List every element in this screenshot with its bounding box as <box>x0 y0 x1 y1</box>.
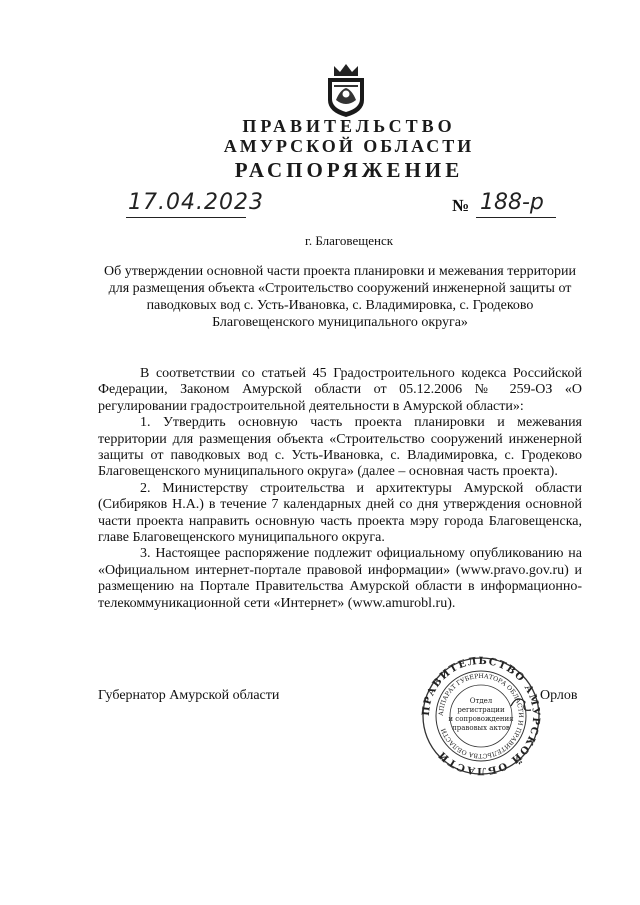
body-paragraph-item-2: 2. Министерству строительства и архитектуры Амурской области (Сибиряков Н.А.) в течение 7 календарных дней со дня утверждения основной части проекта направить основную часть проекта мэру города Благовещенска, главе Благовещенского муниципального округа. <box>98 480 582 546</box>
document-title: Об утверждении основной части проекта планировки и межевания территории для размещения объекта «Строительство сооружений инженерной защиты от паводковых вод с. Усть-Ивановка, с. Владимировка, с. Гродеково Благовещенского муниципального округа» <box>104 264 576 330</box>
signer-name: Орлов <box>540 688 578 703</box>
stamp-outer-text: ПРАВИТЕЛЬСТВО АМУРСКОЙ ОБЛАСТИ <box>420 656 542 776</box>
stamp-center-line-4: правовых актов <box>452 724 510 732</box>
government-name: ПРАВИТЕЛЬСТВО <box>242 116 456 136</box>
region-name: АМУРСКОЙ ОБЛАСТИ <box>223 136 475 156</box>
stamp-center-line-2: регистрации <box>457 706 505 714</box>
city: г. Благовещенск <box>304 233 394 248</box>
document-body <box>98 366 582 612</box>
official-stamp <box>407 656 555 776</box>
body-paragraph-item-3: 3. Настоящее распоряжение подлежит официальному опубликованию на «Официальном интернет-портале правовой информации» (www.pravo.gov.ru) и размещению на Портале Правительства Амурской области в информационно-телекоммуникационной сети «Интернет» (www.amurobl.ru). <box>98 546 582 611</box>
body-paragraph-preamble: В соответствии со статьей 45 Градостроительного кодекса Российской Федерации, Законом Амурской области от 05.12.2006 № 259-ОЗ «О регулировании градостроительной деятельности в Амурской области»: <box>98 366 582 414</box>
document-date: 17.04.2023 <box>128 190 264 215</box>
stamp-inner-text: АППАРАТ ГУБЕРНАТОРА ОБЛАСТИ И ПРАВИТЕЛЬСТВА ОБЛАСТИ <box>437 672 525 760</box>
stamp-center-line-1: Отдел <box>469 697 493 705</box>
document-type: РАСПОРЯЖЕНИЕ <box>234 158 464 182</box>
number-sign: № <box>452 196 470 215</box>
coat-of-arms-icon <box>322 62 370 118</box>
date-underline <box>126 217 246 218</box>
signer-title: Губернатор Амурской области <box>98 688 280 703</box>
body-paragraph-item-1: 1. Утвердить основную часть проекта планировки и межевания территории для размещения объекта «Строительство сооружений инженерной защиты от паводковых вод с. Усть-Ивановка, с. Владимировка, с. Гродеково Благовещенского муниципального округа» (далее – основная часть проекта). <box>98 415 582 480</box>
document-number: 188-р <box>480 190 544 215</box>
stamp-center-line-3: и сопровождения <box>448 715 514 723</box>
number-underline <box>476 217 556 218</box>
